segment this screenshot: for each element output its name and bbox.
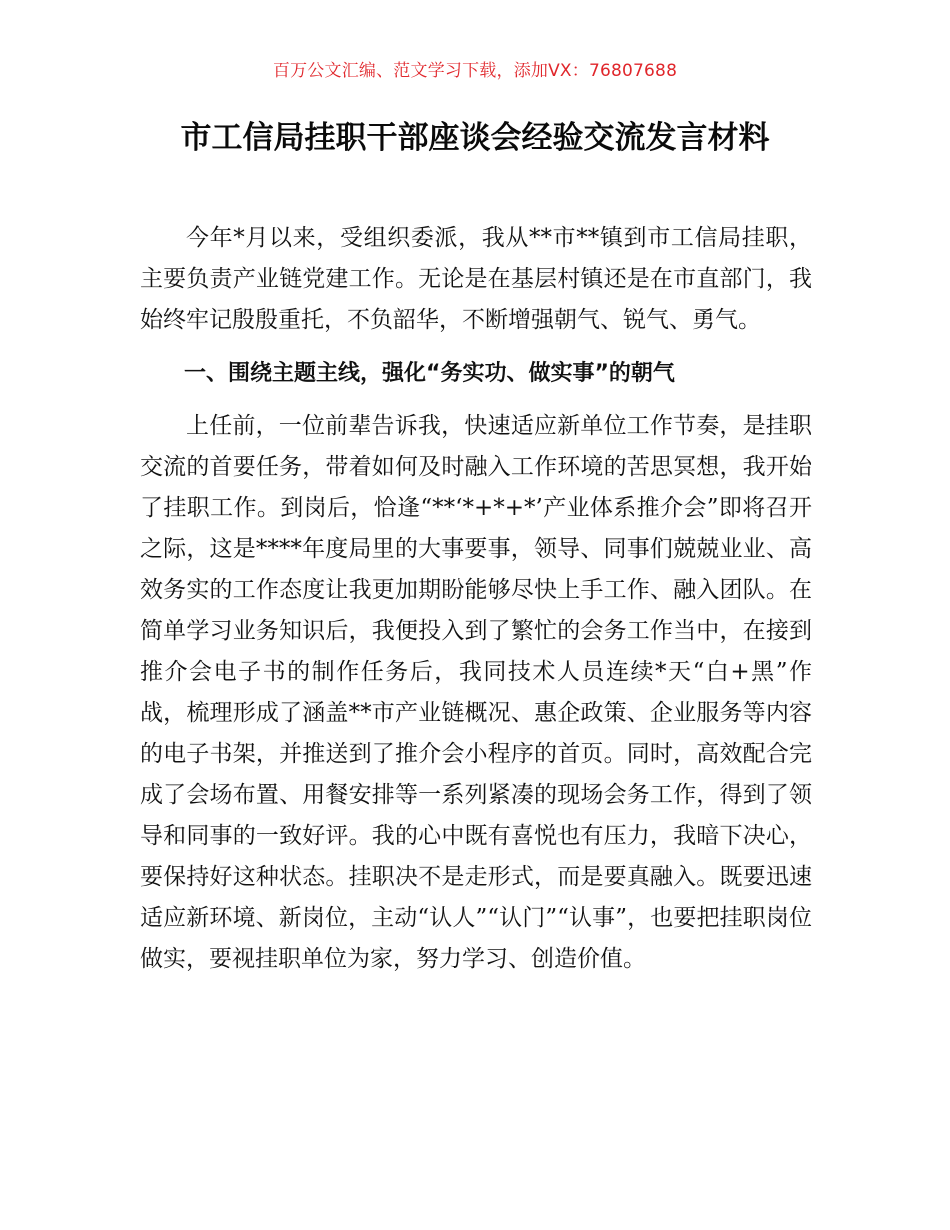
section-paragraph: 上任前，一位前辈告诉我，快速适应新单位工作节奏，是挂职交流的首要任务，带着如何及时融入工作环境的苦思冥想，我开始了挂职工作。到岗后，恰逢“**‘*+*+*’产业体系推介会”即将召开之际，这是****年度局里的大事要事，领导、同事们兢兢业业、高效务实的工作态度让我更加期盼能够尽快上手工作、融入团队。在简单学习业务知识后，我便投入到了繁忙的会务工作当中，在接到推介会电子书的制作任务后，我同技术人员连续*天“白+黑”作战，梳理形成了涵盖**市产业链概况、惠企政策、企业服务等内容的电子书架，并推送到了推介会小程序的首页。同时，高效配合完成了会场布置、用餐安排等一系列紧凑的现场会务工作，得到了领导和同事的一致好评。我的心中既有喜悦也有压力，我暗下决心，要保持好这种状态。挂职决不是走形式，而是要真融入。既要迅速适应新环境、新岗位，主动“认人”“认门”“认事”，也要把挂职岗位做实，要视挂职单位为家，努力学习、创造价值。 (140, 413, 812, 972)
intro-paragraph: 今年*月以来，受组织委派，我从**市**镇到市工信局挂职，主要负责产业链党建工作。无论是在基层村镇还是在市直部门，我始终牢记殷殷重托，不负韶华，不断增强朝气、锐气、勇气。 (140, 225, 812, 333)
document-title: 市工信局挂职干部座谈会经验交流发言材料 (180, 120, 770, 156)
document-body (140, 218, 812, 980)
watermark-contact: 百万公文汇编、范文学习下载，添加VX：76807688 (272, 61, 678, 81)
section-heading: 一、围绕主题主线，强化“务实功、做实事”的朝气 (184, 361, 675, 386)
